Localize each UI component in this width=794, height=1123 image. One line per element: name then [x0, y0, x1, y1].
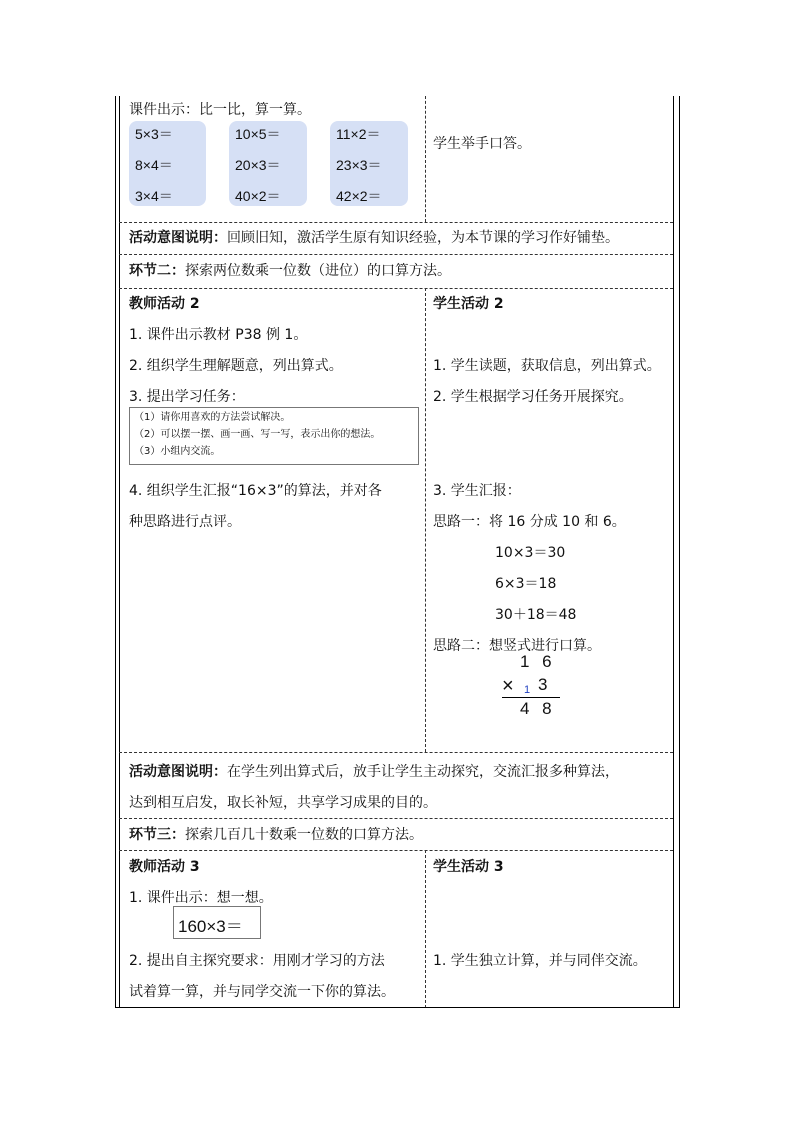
teacher2-heading: 教师活动 2	[129, 296, 200, 312]
teacher2-item-4-line2: 种思路进行点评。	[129, 514, 241, 530]
intent2-line1	[129, 762, 619, 782]
student2-idea-1: 思路一：将 16 分成 10 和 6。	[433, 514, 626, 530]
student2-idea-2: 思路二：想竖式进行口算。	[433, 638, 601, 654]
section3-text: 探索几百几十数乘一位数的口算方法。	[185, 827, 423, 843]
calc-step-1: 10×3＝30	[495, 545, 566, 561]
exercise-1-3: 3×4＝	[135, 188, 173, 204]
vertical-top-number: 1 6	[520, 652, 556, 671]
row-divider-5	[119, 818, 673, 819]
vertical-bottom-number: 3	[538, 675, 548, 694]
student2-item-1: 1. 学生读题，获取信息，列出算式。	[433, 358, 661, 374]
task-1: （1）请你用喜欢的方法尝试解决。	[134, 412, 291, 423]
vertical-multiplication	[500, 652, 570, 722]
exercise-2-2: 20×3＝	[235, 157, 281, 173]
exercise-1-1: 5×3＝	[135, 126, 173, 142]
row1-title: 课件出示：比一比，算一算。	[129, 102, 311, 118]
col-divider-1	[425, 96, 426, 222]
student2-heading: 学生活动 2	[433, 296, 504, 312]
col-divider-2	[425, 288, 426, 752]
intent1-text: 回顾旧知，激活学生原有知识经验，为本节课的学习作好铺垫。	[227, 230, 619, 246]
row-divider-3	[119, 288, 673, 289]
teacher3-item-2-line1: 2. 提出自主探究要求：用刚才学习的方法	[129, 953, 385, 969]
teacher3-item-2-line2: 试着算一算，并与同学交流一下你的算法。	[129, 984, 395, 1000]
student3-heading: 学生活动 3	[433, 859, 504, 875]
learning-task-box	[129, 407, 419, 465]
exercise-1-2: 8×4＝	[135, 157, 173, 173]
section2-text: 探索两位数乘一位数（进位）的口算方法。	[185, 263, 451, 279]
teacher3-heading: 教师活动 3	[129, 859, 200, 875]
table-right-border	[673, 96, 674, 1008]
vertical-result: 4 8	[520, 699, 556, 718]
row-divider-1	[119, 222, 673, 223]
teacher2-item-2: 2. 组织学生理解题意，列出算式。	[129, 358, 343, 374]
calc-step-2: 6×3＝18	[495, 576, 557, 592]
intent1-line	[129, 228, 619, 248]
student3-item-1: 1. 学生独立计算，并与同伴交流。	[433, 953, 647, 969]
formula-box	[173, 906, 261, 939]
calc-step-3: 30＋18＝48	[495, 607, 577, 623]
intent2-text-1: 在学生列出算式后，放手让学生主动探究，交流汇报多种算法，	[227, 764, 619, 780]
vertical-result-line	[502, 697, 560, 698]
outer-left-border	[115, 96, 116, 1008]
formula-text: 160×3＝	[178, 917, 243, 936]
exercise-2-1: 10×5＝	[235, 126, 281, 142]
intent1-label: 活动意图说明：	[129, 230, 227, 246]
row-divider-2	[119, 254, 673, 255]
exercise-3-1: 11×2＝	[336, 126, 381, 142]
section2-label: 环节二：	[129, 263, 185, 279]
table-bottom-border	[115, 1007, 680, 1008]
student2-item-3: 3. 学生汇报：	[433, 483, 521, 499]
exercise-2-3: 40×2＝	[235, 188, 281, 204]
row-divider-6	[119, 850, 673, 851]
section3-label: 环节三：	[129, 827, 185, 843]
task-2: （2）可以摆一摆、画一画、写一写，表示出你的想法。	[134, 429, 381, 440]
teacher3-item-1: 1. 课件出示：想一想。	[129, 890, 273, 906]
task-3: （3）小组内交流。	[134, 446, 221, 457]
table-left-border	[119, 96, 120, 1008]
row1-student-response: 学生举手口答。	[433, 136, 531, 152]
exercise-3-3: 42×2＝	[336, 188, 382, 204]
teacher2-item-3: 3. 提出学习任务：	[129, 389, 245, 405]
exercise-3-2: 23×3＝	[336, 157, 382, 173]
intent2-line2: 达到相互启发，取长补短，共享学习成果的目的。	[129, 795, 437, 811]
intent2-label: 活动意图说明：	[129, 764, 227, 780]
outer-right-border	[679, 96, 680, 1008]
vertical-carry-digit: 1	[524, 684, 531, 696]
teacher2-item-4-line1: 4. 组织学生汇报“16×3”的算法，并对各	[129, 483, 382, 499]
teacher2-item-1: 1. 课件出示教材 P38 例 1。	[129, 327, 308, 343]
student2-item-2: 2. 学生根据学习任务开展探究。	[433, 389, 633, 405]
section3-line	[129, 825, 423, 845]
row-divider-4	[119, 752, 673, 753]
section2-line	[129, 261, 451, 281]
vertical-times-sign: ×	[502, 675, 514, 697]
col-divider-3	[425, 850, 426, 1008]
